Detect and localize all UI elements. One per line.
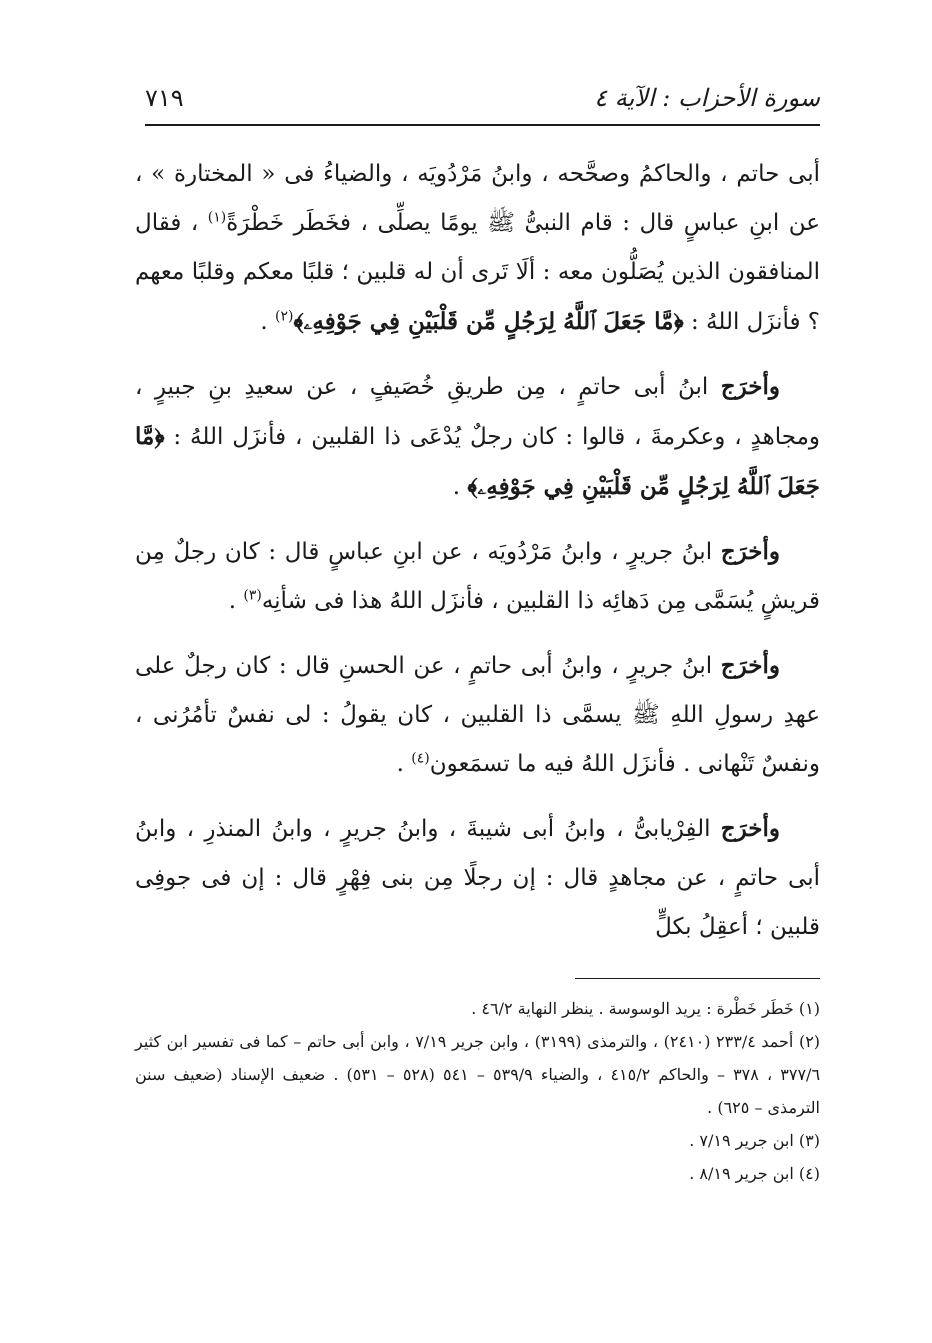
footnotes	[135, 992, 820, 1190]
paragraph-keyword: وأخرَج	[720, 815, 780, 842]
footnote-ref-3: (٣)	[243, 587, 262, 604]
quran-verse: ﴿مَّا جَعَلَ ٱللَّهُ لِرَجُلٍ مِّن قَلْبَيْنِ فِي جَوْفِهِۦ﴾	[293, 308, 684, 335]
paragraph-keyword: وأخرَج	[720, 538, 780, 565]
paragraph-text: ابنُ جريرٍ ، وابنُ أبى حاتمٍ ، عن الحسنِ قال : كان رجلٌ على عهدِ رسولِ اللهِ ﷺ يسمَّى ذا القلبين ، كان يقولُ : لى نفسٌ تأمُرُنى ، ونفسٌ تَنْهانى . فأنزَل اللهُ فيه ما تسمَعون	[135, 653, 820, 777]
paragraph-3	[135, 527, 820, 626]
quran-verse: ﴿مَّا جَعَلَ ٱللَّهُ لِرَجُلٍ مِّن قَلْبَيْنِ فِي جَوْفِهِۦ﴾	[135, 423, 820, 500]
paragraph-text-cont: .	[396, 751, 412, 777]
footnote-ref-2: (٢)	[274, 308, 294, 325]
footnote-2: (٢) أحمد ٢٣٣/٤ (٢٤١٠) ، والترمذى (٣١٩٩) ، وابن جرير ٧/١٩ ، وابن أبى حاتم – كما فى تفسير ابن كثير ٣٧٧/٦ ، ٣٧٨ – والحاكم ٤١٥/٢ ، والضياء ٥٣٩/٩ – ٥٤١ (٥٢٨ – ٥٣١) . ضعيف الإسناد (ضعيف سنن الترمذى – ٦٢٥) .	[135, 1032, 821, 1117]
paragraph-text-cont: ، فقال المنافقون الذين يُصَلُّون معه : ألَا تَرى أن له قلبين ؛ قلبًا معكم وقلبًا معهم ؟ فأنزَل اللهُ :	[135, 210, 820, 335]
paragraph-text: ابنُ أبى حاتمٍ ، مِن طريقِ خُصَيفٍ ، عن سعيدِ بنِ جبيرٍ ، ومجاهدٍ ، وعكرمةَ ، قالوا : كان رجلٌ يُدْعَى ذا القلبين ، فأنزَل اللهُ :	[135, 374, 820, 450]
running-title: سورة الأحزاب : الآية ٤	[594, 84, 820, 112]
footnote-divider	[575, 978, 820, 979]
paragraph-keyword: وأخرَج	[720, 373, 780, 400]
paragraph-5	[135, 804, 820, 952]
paragraph-tail: .	[452, 474, 468, 500]
footnote-4: (٤) ابن جرير ٨/١٩ .	[689, 1164, 820, 1183]
paragraph-1	[135, 150, 820, 347]
footnote-1: (١) خَطَر خَطْرة : يريد الوسوسة . ينظر النهاية ٤٦/٢ .	[471, 999, 820, 1018]
paragraph-tail: .	[260, 309, 275, 335]
footnote-ref-4: (٤)	[411, 750, 430, 767]
main-text	[135, 150, 820, 967]
paragraph-4	[135, 641, 820, 789]
paragraph-text: ابنُ جريرٍ ، وابنُ مَرْدُويَه ، عن ابنِ عباسٍ قال : كان رجلٌ مِن قريشٍ يُسَمَّى مِن دَهائِه ذا القلبين ، فأنزَل اللهُ هذا فى شأنِه	[135, 539, 820, 614]
footnote-ref-1: (١)	[207, 209, 227, 226]
paragraph-2	[135, 362, 820, 512]
paragraph-text-cont: .	[228, 588, 244, 614]
footnote-3: (٣) ابن جرير ٧/١٩ .	[689, 1131, 820, 1150]
paragraph-text: أبى حاتم ، والحاكمُ وصحَّحه ، وابنُ مَرْدُويَه ، والضياءُ فى « المختارة » ، عن ابنِ عباسٍ قال : قام النبىُّ ﷺ يومًا يصلِّى ، فخَطَر خَطْرَةً	[135, 161, 820, 236]
paragraph-text: الفِرْيابىُّ ، وابنُ أبى شيبةَ ، وابنُ جريرٍ ، وابنُ المنذرِ ، وابنُ أبى حاتمٍ ، عن مجاهدٍ قال : إن رجلًا مِن بنى فِهْرٍ قال : إن فى جوفِى قلبين ؛ أعقِلُ بكلٍّ	[135, 816, 820, 940]
paragraph-keyword: وأخرَج	[720, 652, 780, 679]
page-header	[145, 70, 820, 126]
header-divider	[145, 124, 820, 126]
page-number: ٧١٩	[145, 84, 184, 112]
